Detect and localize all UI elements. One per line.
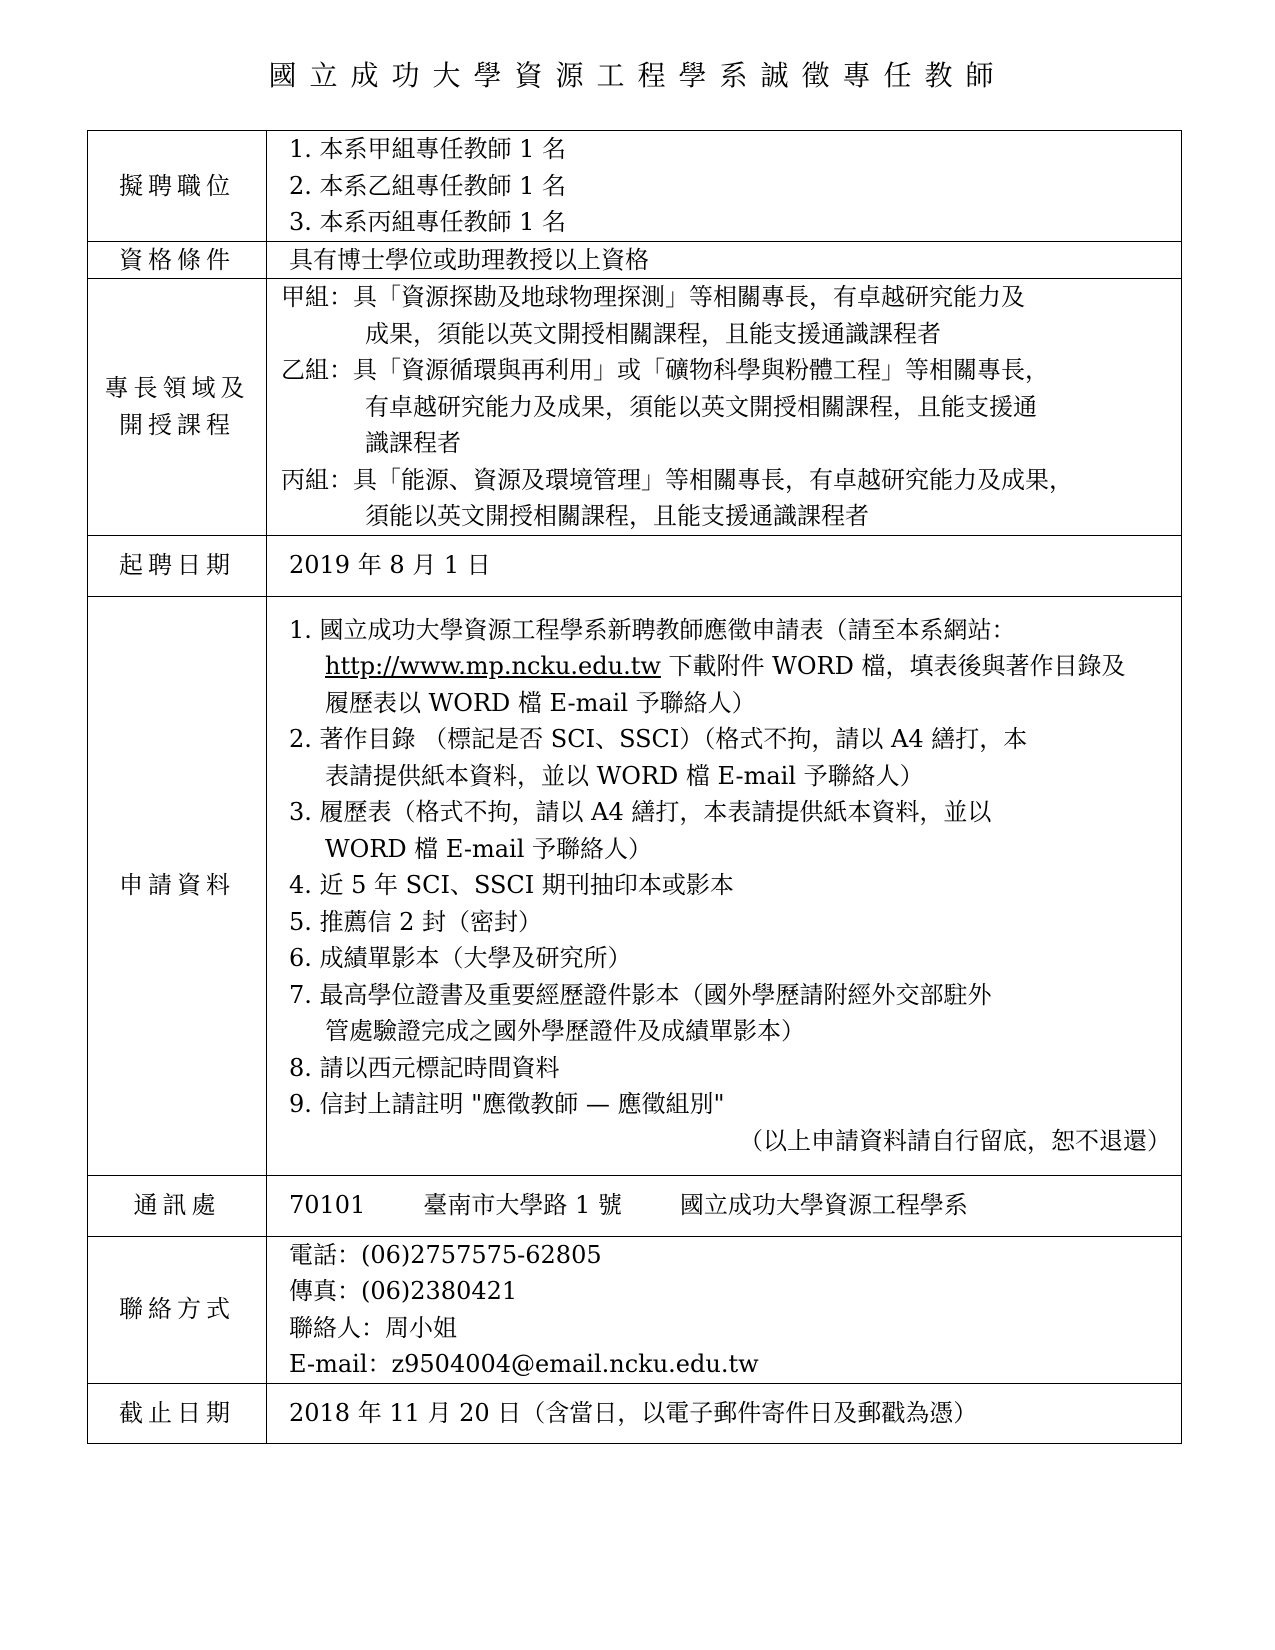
specialty-group-b: 乙組：具「資源循環與再利用」或「礦物科學與粉體工程」等相關專長，	[281, 356, 1049, 384]
page-title: 國立成功大學資源工程學系誠徵專任教師	[268, 59, 1007, 92]
specialty-label-line1: 專長領域及	[104, 374, 250, 403]
specialty-group-b-cont: 識課程者	[365, 429, 461, 457]
address-label: 通訊處	[88, 1175, 267, 1236]
specialty-group-b-cont: 有卓越研究能力及成果，須能以英文開授相關課程，且能支援通	[365, 392, 1037, 421]
deadline-label: 截止日期	[88, 1383, 267, 1443]
application-item-6: 6. 成績單影本（大學及研究所）	[289, 944, 632, 973]
specialty-label-line2: 開授課程	[119, 410, 235, 439]
application-item-1-cont: 履歷表以 WORD 檔 E-mail 予聯絡人）	[325, 688, 756, 717]
specialty-label	[88, 279, 267, 536]
specialty-group-c-cont: 須能以英文開授相關課程，且能支援通識課程者	[365, 502, 869, 530]
application-item-4: 4. 近 5 年 SCI、SSCI 期刊抽印本或影本	[289, 871, 734, 900]
start-date-row	[88, 535, 1182, 596]
specialty-group-c: 丙組：具「能源、資源及環境管理」等相關專長，有卓越研究能力及成果，	[281, 465, 1073, 494]
application-item-5: 5. 推薦信 2 封（密封）	[289, 907, 543, 936]
position-item: 1. 本系甲組專任教師 1 名	[289, 135, 567, 163]
deadline-row	[88, 1383, 1182, 1443]
application-item-1-cont	[289, 648, 1173, 685]
application-row	[88, 596, 1182, 1175]
qualification-label: 資格條件	[88, 241, 267, 279]
deadline-text: 2018 年 11 月 20 日（含當日，以電子郵件寄件日及郵戳為憑）	[267, 1383, 1182, 1443]
application-label: 申請資料	[88, 596, 267, 1175]
department-name: 國立成功大學資源工程學系	[679, 1191, 968, 1220]
positions-label: 擬聘職位	[88, 131, 267, 242]
application-item-2-cont: 表請提供紙本資料，並以 WORD 檔 E-mail 予聯絡人）	[325, 761, 924, 790]
contact-row	[88, 1236, 1182, 1383]
address-content	[267, 1175, 1182, 1236]
department-website-link[interactable]: http://www.mp.ncku.edu.tw	[325, 652, 661, 681]
specialty-content	[267, 279, 1182, 536]
contact-person: 聯絡人：周小姐	[289, 1313, 457, 1342]
application-item-7-cont: 管處驗證完成之國外學歷證件及成績單影本）	[325, 1017, 805, 1046]
address-row	[88, 1175, 1182, 1236]
contact-label: 聯絡方式	[88, 1236, 267, 1383]
application-item-7: 7. 最高學位證書及重要經歷證件影本（國外學歷請附經外交部駐外	[289, 980, 992, 1009]
application-content	[267, 596, 1182, 1175]
postal-code: 70101	[289, 1191, 366, 1220]
specialty-row	[88, 279, 1182, 536]
contact-fax: 傳真：(06)2380421	[289, 1277, 518, 1305]
contact-phone: 電話：(06)2757575-62805	[289, 1240, 602, 1269]
street-address: 臺南市大學路 1 號	[423, 1191, 622, 1220]
application-item-9: 9. 信封上請註明 "應徵教師 — 應徵組別"	[289, 1090, 725, 1119]
specialty-group-a-cont: 成果，須能以英文開授相關課程，且能支援通識課程者	[365, 319, 941, 348]
application-item-3-cont: WORD 檔 E-mail 予聯絡人）	[325, 834, 653, 863]
position-item: 2. 本系乙組專任教師 1 名	[289, 171, 567, 200]
contact-content	[267, 1236, 1182, 1383]
application-item-8: 8. 請以西元標記時間資料	[289, 1053, 560, 1082]
start-date-label: 起聘日期	[88, 535, 267, 596]
positions-content	[267, 131, 1182, 242]
positions-row	[88, 131, 1182, 242]
application-item-2: 2. 著作目錄 （標記是否 SCI、SSCI）（格式不拘，請以 A4 繕打，本	[289, 725, 1028, 754]
application-item-1: 1. 國立成功大學資源工程學系新聘教師應徵申請表（請至本系網站：	[289, 615, 1016, 644]
specialty-group-a: 甲組：具「資源探勘及地球物理探測」等相關專長，有卓越研究能力及	[281, 283, 1025, 311]
application-note: （以上申請資料請自行留底，恕不退還）	[739, 1126, 1171, 1155]
recruitment-table	[87, 130, 1182, 1444]
application-item-1-rest: 下載附件 WORD 檔，填表後與著作目錄及	[660, 652, 1126, 681]
application-item-3: 3. 履歷表（格式不拘，請以 A4 繕打，本表請提供紙本資料，並以	[289, 798, 992, 827]
start-date-text: 2019 年 8 月 1 日	[267, 535, 1182, 596]
qualification-row	[88, 241, 1182, 279]
position-item: 3. 本系丙組專任教師 1 名	[289, 208, 567, 236]
contact-email: E-mail：z9504004@email.ncku.edu.tw	[289, 1350, 759, 1378]
qualification-text: 具有博士學位或助理教授以上資格	[267, 241, 1182, 279]
